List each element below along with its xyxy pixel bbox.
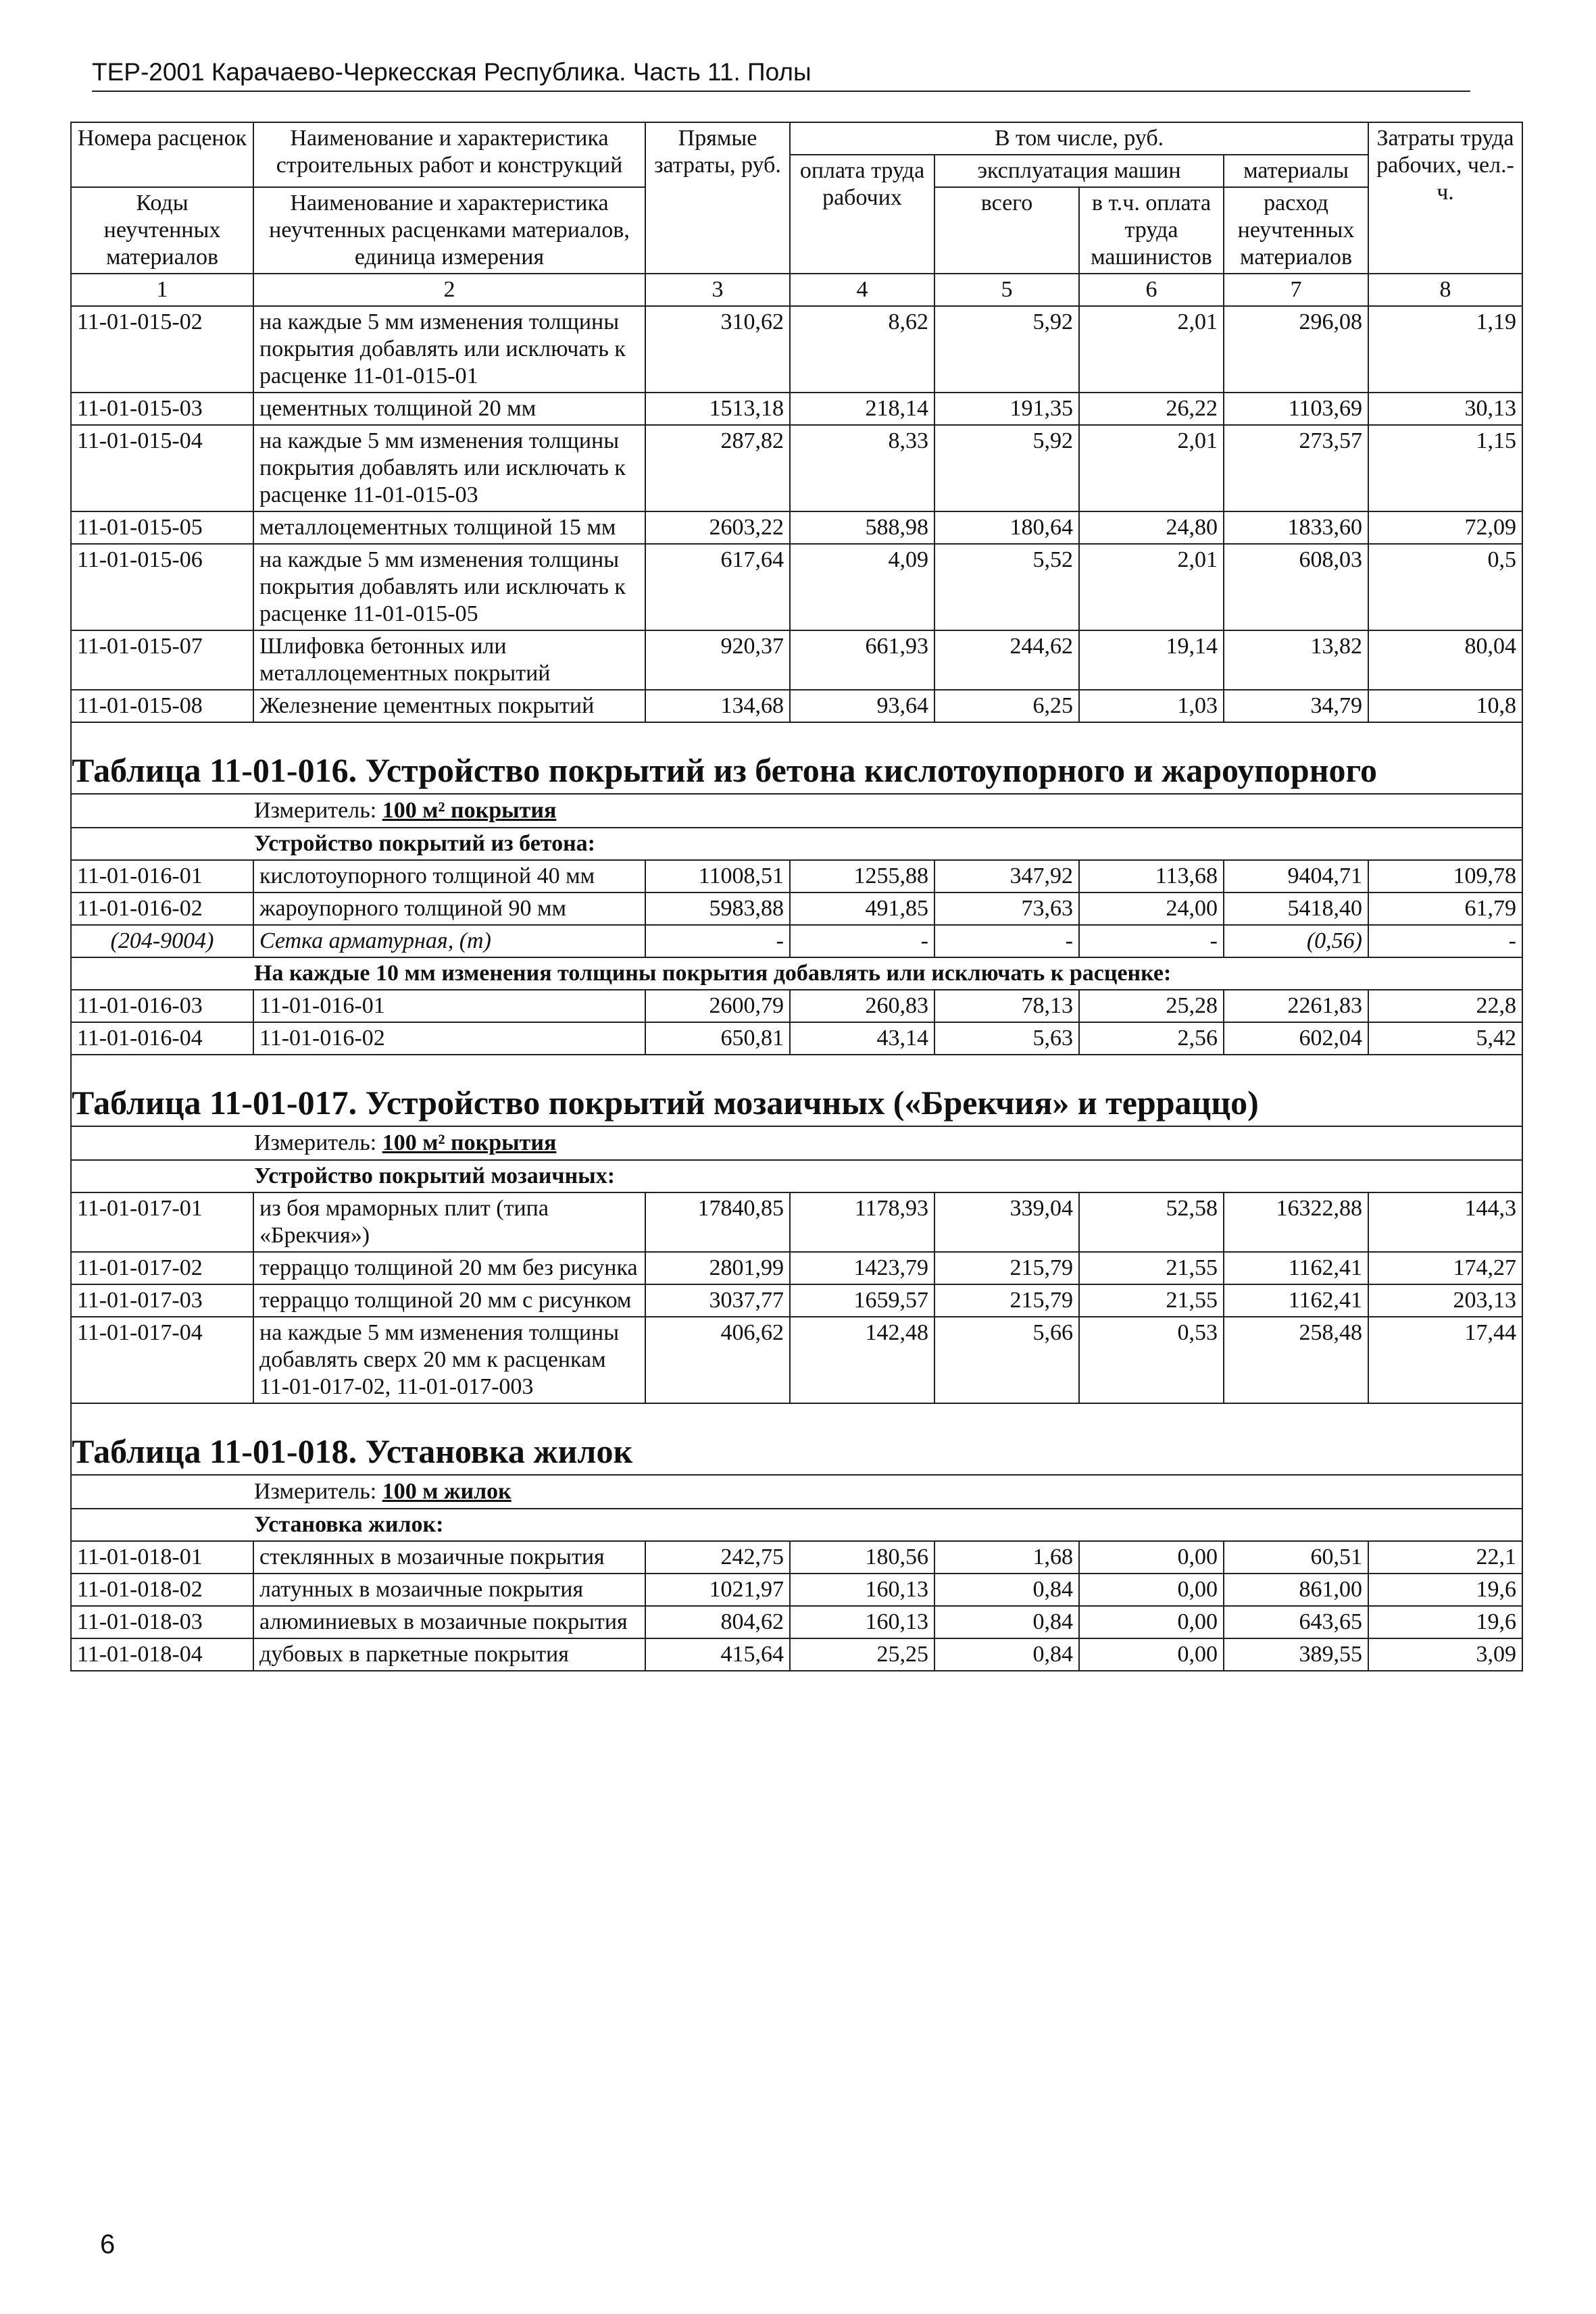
cell-code: 11-01-015-08 — [71, 690, 253, 722]
cell-hours: 174,27 — [1368, 1252, 1522, 1284]
cell-hours: 22,1 — [1368, 1541, 1522, 1574]
cell-direct: 804,62 — [645, 1606, 790, 1638]
cell-code: 11-01-017-01 — [71, 1192, 253, 1252]
cell-materials: 60,51 — [1224, 1541, 1368, 1574]
table-row — [71, 1638, 1522, 1671]
cell-machines: 6,25 — [934, 690, 1079, 722]
cell-hours: 80,04 — [1368, 630, 1522, 690]
cell-code: 11-01-016-03 — [71, 990, 253, 1022]
cell-machinist-labor: 2,01 — [1079, 306, 1224, 393]
table-row — [71, 990, 1522, 1022]
cell-machinist-labor: 2,01 — [1079, 425, 1224, 511]
cell-machinist-labor: 24,80 — [1079, 511, 1224, 544]
rates-table — [70, 122, 1523, 1671]
table-row — [71, 1606, 1522, 1638]
cell-direct: 415,64 — [645, 1638, 790, 1671]
cell-name: стеклянных в мозаичные покрытия — [253, 1541, 645, 1574]
cell-name: Железнение цементных покрытий — [253, 690, 645, 722]
header-label: Номера расценок — [77, 126, 247, 151]
column-index: 7 — [1224, 274, 1368, 306]
unit-value: 100 м² покрытия — [382, 798, 557, 823]
cell-machines: 1,68 — [934, 1541, 1079, 1574]
cell-direct: - — [645, 925, 790, 957]
cell-code: 11-01-017-03 — [71, 1284, 253, 1317]
cell-machinist-labor: 0,00 — [1079, 1541, 1224, 1574]
column-index: 2 — [253, 274, 645, 306]
cell-labor: 491,85 — [790, 892, 934, 925]
cell-machinist-labor: - — [1079, 925, 1224, 957]
table-title: Таблица 11-01-018. Установка жилок — [71, 1403, 1522, 1475]
cell-machinist-labor: 21,55 — [1079, 1252, 1224, 1284]
cell-code: 11-01-016-04 — [71, 1022, 253, 1055]
cell-materials: 13,82 — [1224, 630, 1368, 690]
table-11-01-018 — [71, 1403, 1522, 1541]
cell-hours: 22,8 — [1368, 990, 1522, 1022]
table-row — [71, 892, 1522, 925]
cell-machines: 5,92 — [934, 306, 1079, 393]
cell-materials: 602,04 — [1224, 1022, 1368, 1055]
cell-name: из боя мраморных плит (типа «Брекчия») — [253, 1192, 645, 1252]
cell-labor: 160,13 — [790, 1606, 934, 1638]
cell-labor: 160,13 — [790, 1574, 934, 1606]
cell-machinist-labor: 0,00 — [1079, 1638, 1224, 1671]
cell-direct: 5983,88 — [645, 892, 790, 925]
cell-machines: 73,63 — [934, 892, 1079, 925]
table-row — [71, 544, 1522, 630]
unit-value: 100 м² покрытия — [382, 1130, 557, 1155]
cell-materials: 1833,60 — [1224, 511, 1368, 544]
cell-machinist-labor: 0,53 — [1079, 1317, 1224, 1403]
cell-direct: 2603,22 — [645, 511, 790, 544]
cell-code: 11-01-017-02 — [71, 1252, 253, 1284]
cell-code: 11-01-016-02 — [71, 892, 253, 925]
cell-code: 11-01-018-02 — [71, 1574, 253, 1606]
cell-code: 11-01-015-06 — [71, 544, 253, 630]
table-11-01-016 — [71, 722, 1522, 860]
cell-machinist-labor: 0,00 — [1079, 1606, 1224, 1638]
cell-materials: (0,56) — [1224, 925, 1368, 957]
material-row — [71, 925, 1522, 957]
cell-direct: 617,64 — [645, 544, 790, 630]
cell-machines: 180,64 — [934, 511, 1079, 544]
cell-materials: 1162,41 — [1224, 1252, 1368, 1284]
cell-direct: 11008,51 — [645, 860, 790, 892]
column-index: 4 — [790, 274, 934, 306]
cell-labor: 1255,88 — [790, 860, 934, 892]
cell-code: 11-01-015-07 — [71, 630, 253, 690]
cell-code: 11-01-015-02 — [71, 306, 253, 393]
header-cell: Коды неучтенных материалов — [71, 187, 253, 274]
table-unit — [71, 1475, 1522, 1509]
cell-machinist-labor: 2,01 — [1079, 544, 1224, 630]
cell-labor: 1178,93 — [790, 1192, 934, 1252]
cell-machines: 215,79 — [934, 1252, 1079, 1284]
cell-hours: 5,42 — [1368, 1022, 1522, 1055]
cell-materials: 9404,71 — [1224, 860, 1368, 892]
cell-machines: 0,84 — [934, 1606, 1079, 1638]
cell-labor: 260,83 — [790, 990, 934, 1022]
cell-machines: 5,66 — [934, 1317, 1079, 1403]
cell-name: алюминиевых в мозаичные покрытия — [253, 1606, 645, 1638]
cell-direct: 242,75 — [645, 1541, 790, 1574]
cell-labor: 93,64 — [790, 690, 934, 722]
cell-materials: 16322,88 — [1224, 1192, 1368, 1252]
cell-hours: 0,5 — [1368, 544, 1522, 630]
table-row — [71, 1022, 1522, 1055]
group-heading: На каждые 10 мм изменения толщины покрытия добавлять или исключать к расценке: — [71, 957, 1522, 990]
cell-machines: 0,84 — [934, 1638, 1079, 1671]
material-name: Сетка арматурная, (т) — [253, 925, 645, 957]
cell-hours: 1,15 — [1368, 425, 1522, 511]
header-cell: Прямые затраты, руб. — [645, 122, 790, 274]
cell-labor: 8,33 — [790, 425, 934, 511]
page-header: ТЕР-2001 Карачаево-Черкесская Республика. Часть 11. Полы — [92, 58, 1470, 92]
cell-hours: 3,09 — [1368, 1638, 1522, 1671]
header-cell: оплата труда рабочих — [790, 155, 934, 274]
group-heading: Устройство покрытий мозаичных: — [71, 1160, 1522, 1192]
column-index: 1 — [71, 274, 253, 306]
table-11-01-017 — [71, 1055, 1522, 1192]
cell-direct: 2600,79 — [645, 990, 790, 1022]
header-cell: всего — [934, 187, 1079, 274]
cell-materials: 296,08 — [1224, 306, 1368, 393]
cell-machinist-labor: 24,00 — [1079, 892, 1224, 925]
cell-hours: 30,13 — [1368, 393, 1522, 425]
material-code: (204-9004) — [71, 925, 253, 957]
header-cell: Затраты труда рабочих, чел.-ч. — [1368, 122, 1522, 274]
cell-hours: 19,6 — [1368, 1606, 1522, 1638]
cell-machines: 191,35 — [934, 393, 1079, 425]
header-cell: материалы — [1224, 155, 1368, 187]
cell-machines: 5,52 — [934, 544, 1079, 630]
cell-hours: 203,13 — [1368, 1284, 1522, 1317]
cell-machinist-labor: 25,28 — [1079, 990, 1224, 1022]
cell-code: 11-01-016-01 — [71, 860, 253, 892]
cell-name: латунных в мозаичные покрытия — [253, 1574, 645, 1606]
table-title: Таблица 11-01-016. Устройство покрытий из бетона кислотоупорного и жароупорного — [71, 722, 1522, 794]
cell-name: на каждые 5 мм изменения толщины покрытия добавлять или исключать к расценке 11-01-015-01 — [253, 306, 645, 393]
column-index: 6 — [1079, 274, 1224, 306]
cell-name: 11-01-016-01 — [253, 990, 645, 1022]
cell-machinist-labor: 19,14 — [1079, 630, 1224, 690]
cell-name: терраццо толщиной 20 мм без рисунка — [253, 1252, 645, 1284]
cell-materials: 643,65 — [1224, 1606, 1368, 1638]
cell-hours: 17,44 — [1368, 1317, 1522, 1403]
cell-materials: 2261,83 — [1224, 990, 1368, 1022]
cell-machines: 215,79 — [934, 1284, 1079, 1317]
cell-labor: 661,93 — [790, 630, 934, 690]
cell-direct: 2801,99 — [645, 1252, 790, 1284]
cell-labor: 180,56 — [790, 1541, 934, 1574]
header-cell: Наименование и характеристика неучтенных расценками материалов, единица измерения — [253, 187, 645, 274]
cell-machinist-labor: 52,58 — [1079, 1192, 1224, 1252]
cell-code: 11-01-015-03 — [71, 393, 253, 425]
cell-code: 11-01-017-04 — [71, 1317, 253, 1403]
cell-materials: 34,79 — [1224, 690, 1368, 722]
table-row — [71, 1317, 1522, 1403]
table-row — [71, 1284, 1522, 1317]
cell-code: 11-01-018-01 — [71, 1541, 253, 1574]
table-row — [71, 1192, 1522, 1252]
cell-hours: - — [1368, 925, 1522, 957]
cell-materials: 1162,41 — [1224, 1284, 1368, 1317]
group-heading: Устройство покрытий из бетона: — [71, 828, 1522, 860]
cell-materials: 861,00 — [1224, 1574, 1368, 1606]
cell-name: 11-01-016-02 — [253, 1022, 645, 1055]
cell-code: 11-01-018-04 — [71, 1638, 253, 1671]
cell-machines: 5,92 — [934, 425, 1079, 511]
header-cell: эксплуатация машин — [934, 155, 1224, 187]
column-index: 3 — [645, 274, 790, 306]
cell-name: терраццо толщиной 20 мм с рисунком — [253, 1284, 645, 1317]
cell-name: на каждые 5 мм изменения толщины покрытия добавлять или исключать к расценке 11-01-015-03 — [253, 425, 645, 511]
cell-direct: 1021,97 — [645, 1574, 790, 1606]
cell-direct: 310,62 — [645, 306, 790, 393]
header-cell: В том числе, руб. — [790, 122, 1368, 155]
cell-machines: 244,62 — [934, 630, 1079, 690]
cell-labor: 8,62 — [790, 306, 934, 393]
cell-labor: 25,25 — [790, 1638, 934, 1671]
cell-hours: 1,19 — [1368, 306, 1522, 393]
header-cell: в т.ч. оплата труда машинистов — [1079, 187, 1224, 274]
cell-materials: 1103,69 — [1224, 393, 1368, 425]
cell-machines: 78,13 — [934, 990, 1079, 1022]
cell-machinist-labor: 21,55 — [1079, 1284, 1224, 1317]
header-label: Наименование и характеристика строительных работ и конструкций — [276, 126, 623, 178]
table-row — [71, 393, 1522, 425]
header-cell — [253, 122, 645, 187]
table-row — [71, 860, 1522, 892]
cell-machinist-labor: 1,03 — [1079, 690, 1224, 722]
cell-direct: 1513,18 — [645, 393, 790, 425]
cell-machines: 339,04 — [934, 1192, 1079, 1252]
cell-materials: 258,48 — [1224, 1317, 1368, 1403]
cell-labor: 1423,79 — [790, 1252, 934, 1284]
rows-11-01-018 — [71, 1541, 1522, 1671]
cell-code: 11-01-015-05 — [71, 511, 253, 544]
cell-machinist-labor: 0,00 — [1079, 1574, 1224, 1606]
cell-name: на каждые 5 мм изменения толщины покрытия добавлять или исключать к расценке 11-01-015-05 — [253, 544, 645, 630]
cell-labor: - — [790, 925, 934, 957]
table-row — [71, 1252, 1522, 1284]
cell-direct: 920,37 — [645, 630, 790, 690]
cell-machinist-labor: 113,68 — [1079, 860, 1224, 892]
cell-materials: 5418,40 — [1224, 892, 1368, 925]
cell-name: кислотоупорного толщиной 40 мм — [253, 860, 645, 892]
cell-materials: 389,55 — [1224, 1638, 1368, 1671]
cell-hours: 109,78 — [1368, 860, 1522, 892]
table-row — [71, 1541, 1522, 1574]
cell-labor: 218,14 — [790, 393, 934, 425]
cell-name: дубовых в паркетные покрытия — [253, 1638, 645, 1671]
cell-code: 11-01-018-03 — [71, 1606, 253, 1638]
cell-labor: 142,48 — [790, 1317, 934, 1403]
cell-labor: 1659,57 — [790, 1284, 934, 1317]
rows-11-01-016 — [71, 860, 1522, 925]
unit-label: Измеритель: — [254, 1130, 377, 1155]
table-unit — [71, 1126, 1522, 1160]
table-row — [71, 1574, 1522, 1606]
rows-11-01-015 — [71, 306, 1522, 722]
cell-materials: 273,57 — [1224, 425, 1368, 511]
cell-direct: 17840,85 — [645, 1192, 790, 1252]
header-cell: расход неучтенных материалов — [1224, 187, 1368, 274]
rows-11-01-016-add — [71, 990, 1522, 1055]
cell-materials: 608,03 — [1224, 544, 1368, 630]
cell-machinist-labor: 2,56 — [1079, 1022, 1224, 1055]
cell-hours: 19,6 — [1368, 1574, 1522, 1606]
cell-hours: 144,3 — [1368, 1192, 1522, 1252]
cell-name: Шлифовка бетонных или металлоцементных покрытий — [253, 630, 645, 690]
cell-code: 11-01-015-04 — [71, 425, 253, 511]
rates-frame — [70, 122, 1522, 1671]
group-heading: Установка жилок: — [71, 1509, 1522, 1541]
cell-machinist-labor: 26,22 — [1079, 393, 1224, 425]
table-row — [71, 425, 1522, 511]
column-index: 5 — [934, 274, 1079, 306]
cell-direct: 134,68 — [645, 690, 790, 722]
cell-name: металлоцементных толщиной 15 мм — [253, 511, 645, 544]
cell-direct: 287,82 — [645, 425, 790, 511]
table-row — [71, 306, 1522, 393]
cell-direct: 650,81 — [645, 1022, 790, 1055]
cell-labor: 4,09 — [790, 544, 934, 630]
table-unit — [71, 794, 1522, 828]
table-row — [71, 511, 1522, 544]
cell-machines: 0,84 — [934, 1574, 1079, 1606]
table-title: Таблица 11-01-017. Устройство покрытий мозаичных («Брекчия» и терраццо) — [71, 1055, 1522, 1126]
cell-name: цементных толщиной 20 мм — [253, 393, 645, 425]
unit-label: Измеритель: — [254, 1479, 377, 1504]
column-index: 8 — [1368, 274, 1522, 306]
cell-direct: 3037,77 — [645, 1284, 790, 1317]
page-number: 6 — [100, 2230, 116, 2259]
cell-direct: 406,62 — [645, 1317, 790, 1403]
material-row-group — [71, 925, 1522, 990]
table-row — [71, 630, 1522, 690]
column-header — [71, 122, 1522, 306]
rows-11-01-017 — [71, 1192, 1522, 1403]
cell-labor: 588,98 — [790, 511, 934, 544]
header-cell — [71, 122, 253, 187]
cell-hours: 72,09 — [1368, 511, 1522, 544]
cell-name: на каждые 5 мм изменения толщины добавлять сверх 20 мм к расценкам 11-01-017-02, 11-01-017-003 — [253, 1317, 645, 1403]
cell-labor: 43,14 — [790, 1022, 934, 1055]
table-row — [71, 690, 1522, 722]
cell-hours: 10,8 — [1368, 690, 1522, 722]
unit-value: 100 м жилок — [382, 1479, 512, 1504]
cell-hours: 61,79 — [1368, 892, 1522, 925]
unit-label: Измеритель: — [254, 798, 377, 823]
cell-machines: - — [934, 925, 1079, 957]
cell-machines: 347,92 — [934, 860, 1079, 892]
cell-machines: 5,63 — [934, 1022, 1079, 1055]
cell-name: жароупорного толщиной 90 мм — [253, 892, 645, 925]
